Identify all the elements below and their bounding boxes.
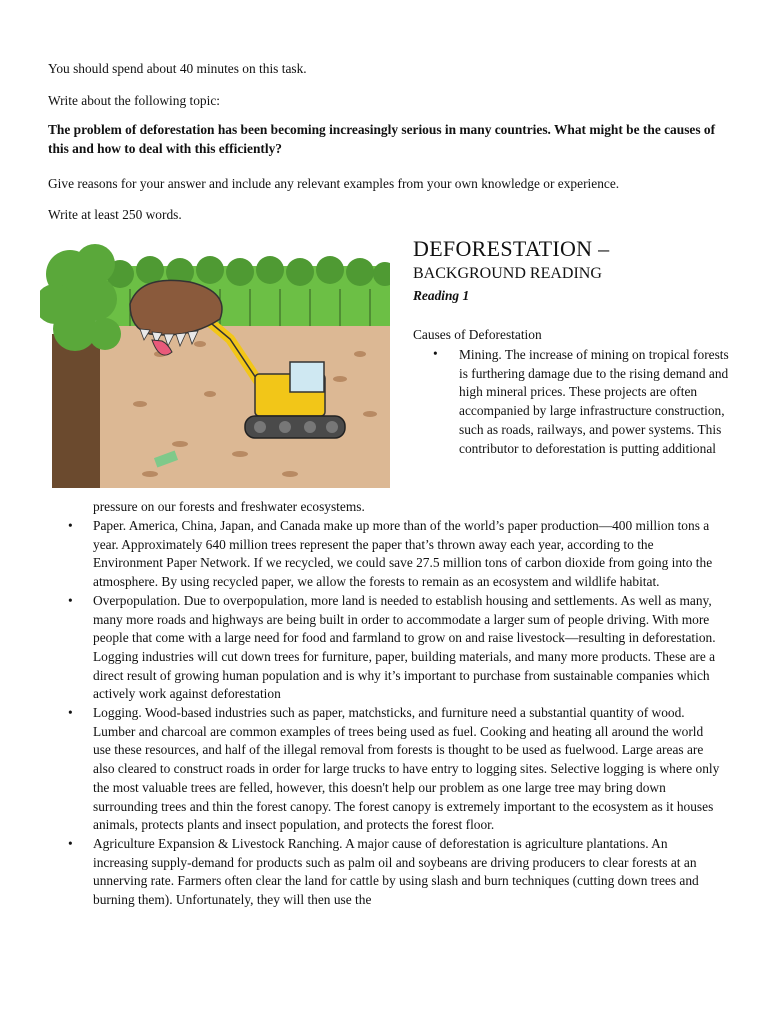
- reading-label: Reading 1: [413, 288, 470, 303]
- time-instruction: You should spend about 40 minutes on this task.: [48, 61, 307, 76]
- list-item: [0, 517, 723, 592]
- list-item: [0, 704, 723, 835]
- deforestation-cartoon-illustration: [40, 244, 390, 488]
- bullet-glyph: •: [68, 835, 73, 851]
- section-title: DEFORESTATION –: [413, 236, 610, 261]
- bullet-glyph: •: [68, 592, 73, 608]
- causes-heading: Causes of Deforestation: [413, 327, 542, 342]
- bullet-glyph: •: [433, 346, 438, 361]
- cause-mining-text: Mining. The increase of mining on tropical forests is furthering damage due to the rising demand and high mineral prices. These projects are often accompanied by large infrastructure construction, such as roads, railways, and power systems. This contributor to deforestation is putting additional: [459, 347, 729, 456]
- causes-list: [0, 517, 768, 910]
- bullet-glyph: •: [68, 518, 73, 533]
- cause-agriculture-text: Agriculture Expansion & Livestock Ranching. A major cause of deforestation is agriculture plantations. An increasing supply-demand for products such as palm oil and soybeans are driving producers to clear forests at an unnerving rate. Farmers often clear the land for cattle by using slash and burn techniques (cutting down trees and burning them). Unfortunately, they will then use the: [93, 835, 699, 908]
- cause-logging-text: Logging. Wood-based industries such as paper, matchsticks, and furniture need a substantial quantity of wood. Lumber and charcoal are common examples of trees being used as fuel. Cooking and heating all around the world use these resources, and half of the illegal removal from forests is thought to be used as fuelwood. Large areas are also cleared to construct roads in order for large trucks to have entry to logging sites. Selective logging is where only the most valuable trees are felled, however, this doesn't help our problem as one large tree may bring down surrounding trees and thin the forest canopy. The forest canopy is extremely important to the ecosystem as it houses animals, protects plants and insect population, and protects the forest floor.: [93, 705, 720, 833]
- reasons-instruction: Give reasons for your answer and include any relevant examples from your own knowledge or experience.: [48, 176, 620, 191]
- section-subtitle: BACKGROUND READING: [413, 265, 602, 282]
- essay-topic: The problem of deforestation has been becoming increasingly serious in many countries. What might be the causes of this and how to deal with this efficiently?: [48, 122, 716, 156]
- bullet-glyph: •: [68, 705, 73, 721]
- topic-prompt-label: Write about the following topic:: [48, 93, 221, 108]
- word-count-instruction: Write at least 250 words.: [48, 207, 182, 222]
- cause-overpopulation-text: Overpopulation. Due to overpopulation, more land is needed to establish housing and settlements. As well as many, many more roads and highways are being built in order to accommodate a larger sum of people driving. With more people that come with a large need for food and farmland to grow on and raise livestock—resulting in deforestation. Logging industries will cut down trees for furniture, paper, building materials, and many more products. These are a direct result of growing human population and is why it’s important to purchase from sustainable companies which actively work against deforestation: [93, 592, 716, 702]
- cause-mining-continuation: pressure on our forests and freshwater ecosystems.: [93, 499, 365, 514]
- list-item: [0, 835, 723, 910]
- list-item: [0, 592, 723, 704]
- cause-paper-text: Paper. America, China, Japan, and Canada make up more than of the world’s paper production—400 million tons a year. Approximately 640 million trees represent the paper that’s thrown away each year, according to the Environment Paper Network. If we recycled, we could save 27.5 million tons of carbon dioxide from going into the atmosphere. By using recycled paper, we allow the forests to remain as an ecosystem and wildlife habitat.: [93, 518, 713, 590]
